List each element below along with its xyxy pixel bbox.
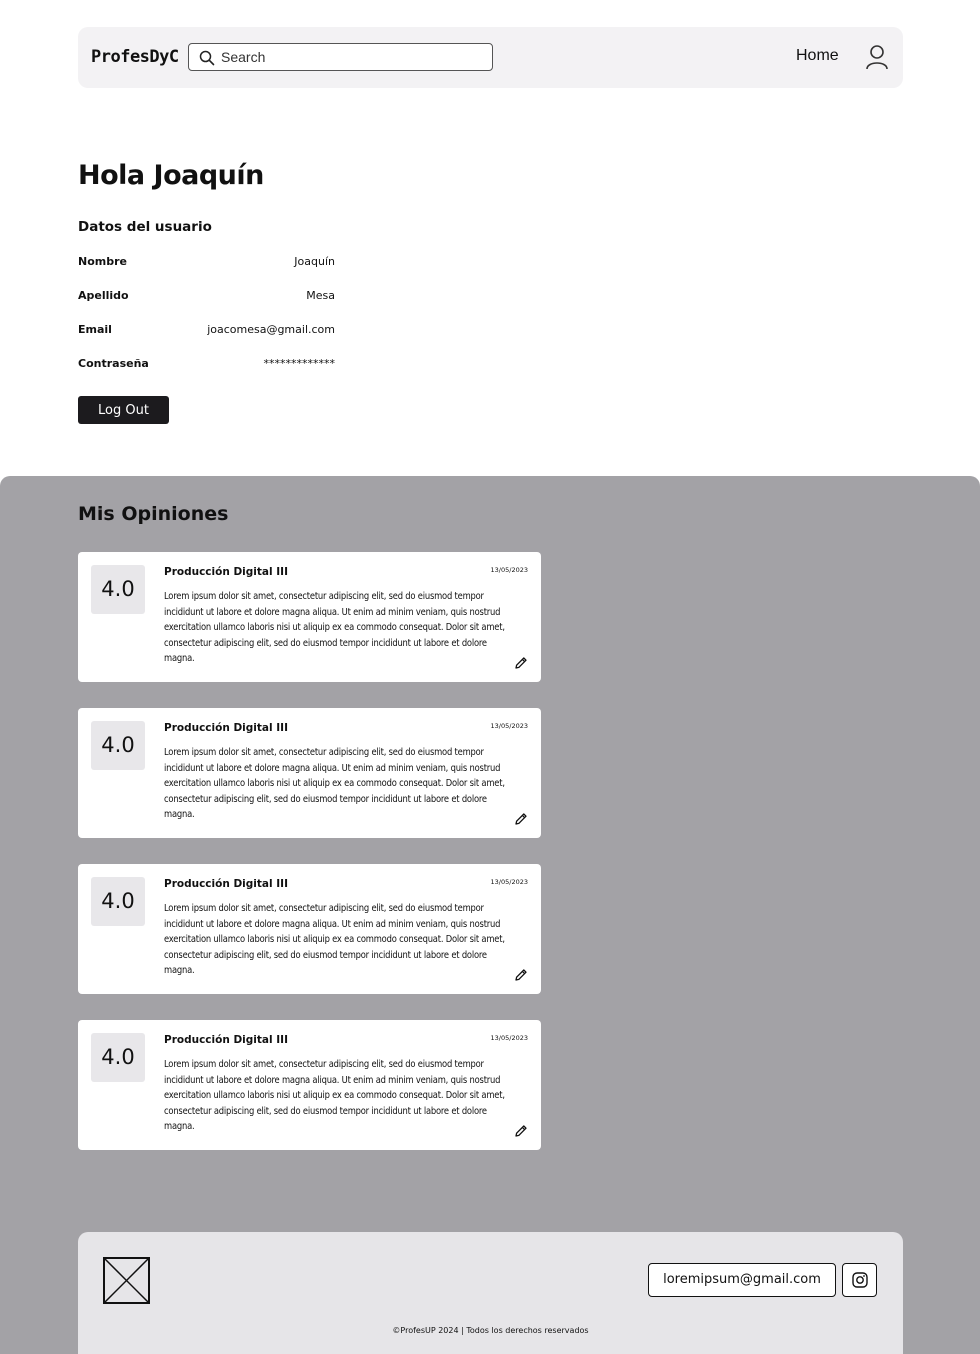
opinion-text: Lorem ipsum dolor sit amet, consectetur adipiscing elit, sed do eiusmod tempor incididunt ut labore et dolore magna aliqua. Ut enim ad minim veniam, quis nostrud exercitation ullamco laboris nisi ut aliquip ex ea commodo consequat. Dolor sit amet, consectetur adipiscing elit, sed do eiusmod tempor incididunt ut labore et dolore magna. bbox=[164, 903, 505, 977]
instagram-icon bbox=[852, 1272, 868, 1288]
search-icon bbox=[199, 50, 215, 66]
opinion-card bbox=[78, 708, 541, 838]
field-value: Joaquín bbox=[294, 255, 335, 268]
user-icon[interactable] bbox=[865, 44, 889, 70]
brand-logo[interactable]: ProfesDyC bbox=[91, 47, 179, 67]
opinion-date: 13/05/2023 bbox=[490, 878, 528, 886]
opinion-text: Lorem ipsum dolor sit amet, consectetur adipiscing elit, sed do eiusmod tempor incididunt ut labore et dolore magna aliqua. Ut enim ad minim veniam, quis nostrud exercitation ullamco laboris nisi ut aliquip ex ea commodo consequat. Dolor sit amet, consectetur adipiscing elit, sed do eiusmod tempor incididunt ut labore et dolore magna. bbox=[164, 1059, 505, 1133]
instagram-button[interactable] bbox=[842, 1263, 877, 1297]
opinion-text: Lorem ipsum dolor sit amet, consectetur adipiscing elit, sed do eiusmod tempor incididunt ut labore et dolore magna aliqua. Ut enim ad minim veniam, quis nostrud exercitation ullamco laboris nisi ut aliquip ex ea commodo consequat. Dolor sit amet, consectetur adipiscing elit, sed do eiusmod tempor incididunt ut labore et dolore magna. bbox=[164, 747, 505, 821]
contact-email-button[interactable]: loremipsum@gmail.com bbox=[648, 1263, 836, 1297]
pencil-icon[interactable] bbox=[514, 656, 528, 670]
search-input[interactable] bbox=[221, 47, 481, 67]
pencil-icon[interactable] bbox=[514, 1124, 528, 1138]
field-value: ************* bbox=[263, 357, 335, 370]
course-name: Producción Digital III bbox=[164, 1034, 288, 1046]
search-box[interactable] bbox=[188, 43, 493, 71]
opinion-text: Lorem ipsum dolor sit amet, consectetur adipiscing elit, sed do eiusmod tempor incididunt ut labore et dolore magna aliqua. Ut enim ad minim veniam, quis nostrud exercitation ullamco laboris nisi ut aliquip ex ea commodo consequat. Dolor sit amet, consectetur adipiscing elit, sed do eiusmod tempor incididunt ut labore et dolore magna. bbox=[164, 591, 505, 665]
field-label: Nombre bbox=[78, 255, 127, 268]
page-title: Hola Joaquín bbox=[78, 160, 264, 191]
rating-badge: 4.0 bbox=[91, 565, 145, 614]
copyright-text: ©ProfesUP 2024 | Todos los derechos reservados bbox=[392, 1326, 589, 1335]
rating-badge: 4.0 bbox=[91, 1033, 145, 1082]
opinions-section bbox=[0, 476, 980, 1354]
footer bbox=[78, 1232, 903, 1354]
rating-badge: 4.0 bbox=[91, 877, 145, 926]
nav-home-link[interactable]: Home bbox=[796, 47, 839, 64]
opinions-heading: Mis Opiniones bbox=[78, 503, 229, 525]
course-name: Producción Digital III bbox=[164, 878, 288, 890]
field-value: joacomesa@gmail.com bbox=[207, 323, 335, 336]
opinion-date: 13/05/2023 bbox=[490, 566, 528, 574]
opinion-card bbox=[78, 1020, 541, 1150]
field-label: Contraseña bbox=[78, 357, 149, 370]
field-value: Mesa bbox=[306, 289, 335, 302]
course-name: Producción Digital III bbox=[164, 566, 288, 578]
course-name: Producción Digital III bbox=[164, 722, 288, 734]
user-data-heading: Datos del usuario bbox=[78, 219, 212, 235]
image-placeholder-icon bbox=[103, 1257, 150, 1304]
info-row-nombre bbox=[78, 255, 335, 273]
opinion-card bbox=[78, 552, 541, 682]
opinion-date: 13/05/2023 bbox=[490, 722, 528, 730]
opinion-date: 13/05/2023 bbox=[490, 1034, 528, 1042]
info-row-apellido bbox=[78, 289, 335, 307]
top-nav-bar bbox=[78, 27, 903, 88]
rating-badge: 4.0 bbox=[91, 721, 145, 770]
info-row-email bbox=[78, 323, 335, 341]
pencil-icon[interactable] bbox=[514, 968, 528, 982]
info-row-password bbox=[78, 357, 335, 375]
field-label: Apellido bbox=[78, 289, 129, 302]
logout-button[interactable]: Log Out bbox=[78, 396, 169, 424]
field-label: Email bbox=[78, 323, 112, 336]
pencil-icon[interactable] bbox=[514, 812, 528, 826]
opinion-card bbox=[78, 864, 541, 994]
